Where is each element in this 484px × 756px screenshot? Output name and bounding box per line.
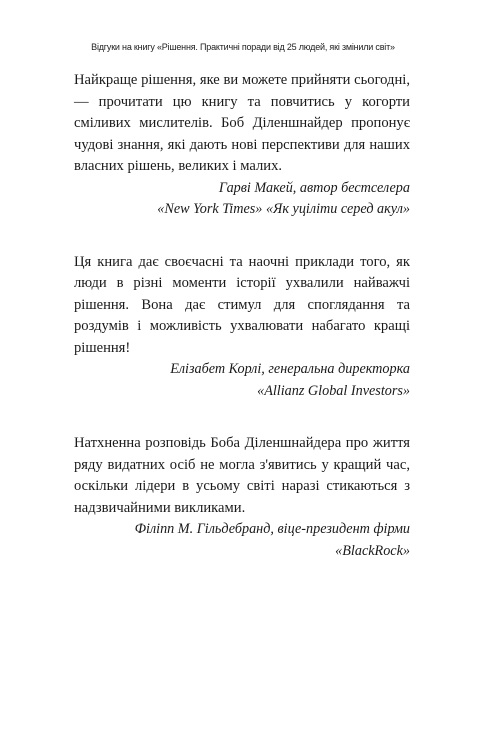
review-text: Ця книга дає своєчасні та наочні приклади того, як люди в різні моменти історії ухвалили найважчі рішення. Вона дає стимул для споглядання та роздумів і можливість ухвалювати набагато кращі рішення! <box>74 253 410 356</box>
review-attribution <box>74 519 410 562</box>
reviews-section <box>74 70 410 593</box>
attribution-author: Елізабет Корлі, генеральна директорка <box>170 361 410 377</box>
attribution-source: «Allianz Global Investors» <box>257 382 410 399</box>
attribution-source: «New York Times» «Як уціліти серед акул» <box>157 201 410 217</box>
review-block <box>74 433 410 562</box>
review-block <box>74 252 410 403</box>
review-text: Натхненна розповідь Боба Діленшнайдера про життя ряду видатних осіб не могла з'явитись у кращий час, оскільки лідери в усьому світі наразі стикаються з надзвичайними викликами. <box>74 435 410 516</box>
attribution-author: Філіпп М. Гільдебранд, віце-президент фірми <box>134 521 410 537</box>
attribution-source: «BlackRock» <box>335 542 410 559</box>
review-text: Найкраще рішення, яке ви можете прийняти сьогодні, — прочитати цю книгу та повчитись у когорти сміливих мислителів. Боб Діленшнайдер пропонує чудові знання, які дають нові перспективи для наших власних рішень, великих і малих. <box>74 72 410 174</box>
review-attribution <box>74 178 410 221</box>
attribution-author: Гарві Макей, автор бестселера <box>218 179 410 196</box>
running-header: Відгуки на книгу «Рішення. Практичні поради від 25 людей, які змінили світ» <box>91 42 395 52</box>
review-block <box>74 70 410 221</box>
review-attribution <box>74 359 410 402</box>
